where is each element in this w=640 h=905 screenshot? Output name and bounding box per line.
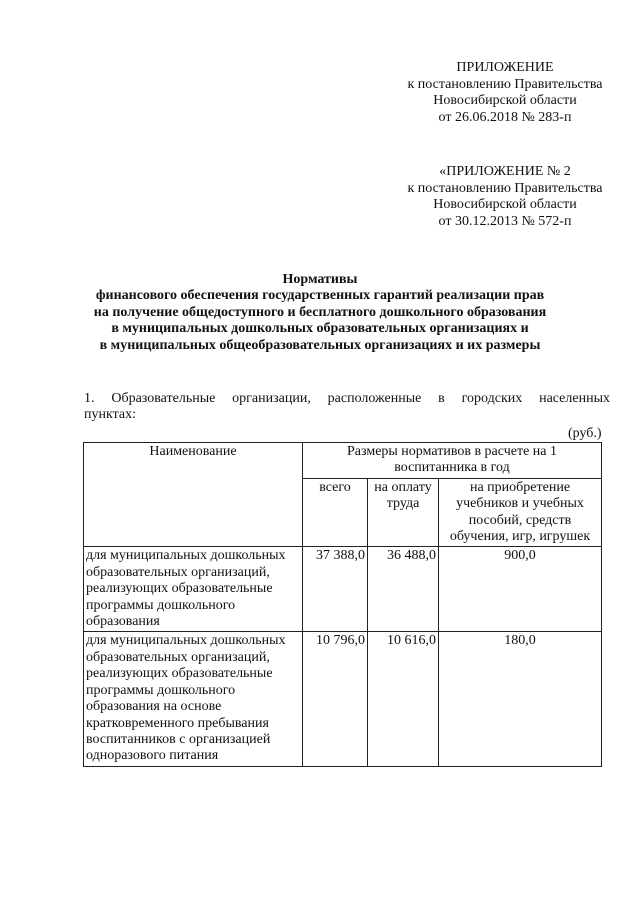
appendix2-date: от 30.12.2013 № 572-п [438,213,572,229]
row-supplies: 900,0 [439,547,602,632]
header-name: Наименование [84,443,303,547]
row-salary: 10 616,0 [368,632,439,766]
appendix-date: от 26.06.2018 № 283-п [438,109,572,125]
appendix-label: ПРИЛОЖЕНИЕ [456,60,554,75]
appendix-resolution: к постановлению Правительства [407,76,603,92]
row-name: для муниципальных дошкольных образовательных организаций, реализующих образовательные программы дошкольного образования на основе кратковременного пребывания воспитанников с организацией одноразового питания [84,632,303,766]
row-total: 10 796,0 [303,632,368,766]
appendix2-header [380,164,630,230]
appendix2-resolution: к постановлению Правительства [407,180,603,196]
appendix2-region: Новосибирской области [433,197,577,212]
appendix-header [380,60,630,126]
title-line-3: на получение общедоступного и бесплатного дошкольного образования [93,304,547,320]
paragraph-line-1: 1. Образовательные организации, расположенные в городских населенных [84,391,610,406]
row-name: для муниципальных дошкольных образовательных организаций, реализующих образовательные программы дошкольного образования [84,547,303,632]
title-line-4: в муниципальных дошкольных образовательных организациях и [111,321,529,337]
header-sizes: Размеры нормативов в расчете на 1 воспитанника в год [303,443,602,479]
row-supplies: 180,0 [439,632,602,766]
appendix-region: Новосибирской области [433,93,577,108]
title-line-1: Нормативы [282,272,358,287]
table-row [84,547,602,632]
currency-unit: (руб.) [568,426,602,441]
header-supplies: на приобретение учебников и учебных пособий, средств обучения, игр, игрушек [439,478,602,547]
table-header-row [84,443,602,479]
header-total: всего [303,478,368,547]
document-title [40,272,600,354]
title-line-2: финансового обеспечения государственных гарантий реализации прав [95,288,545,304]
header-salary: на оплату труда [368,478,439,547]
row-salary: 36 488,0 [368,547,439,632]
appendix2-label: «ПРИЛОЖЕНИЕ № 2 [439,164,571,179]
paragraph-line-2: пунктах: [84,407,136,422]
table-row [84,632,602,766]
row-total: 37 388,0 [303,547,368,632]
normatives-table [83,442,602,767]
title-line-5: в муниципальных общеобразовательных организациях и их размеры [99,337,541,353]
